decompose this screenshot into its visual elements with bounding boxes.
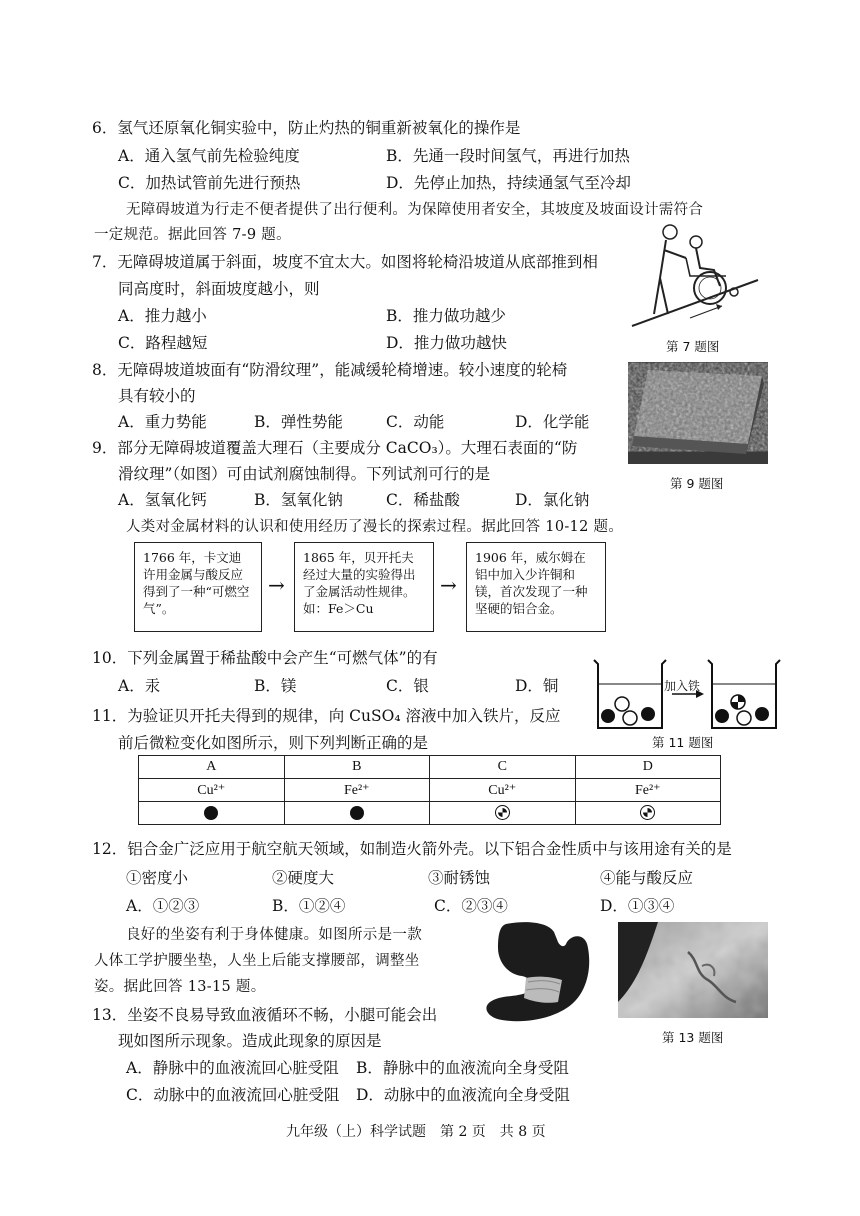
q7-stem-line2: 同高度时，斜面坡度越小，则	[118, 280, 320, 298]
q12-property-2: ②硬度大	[272, 869, 335, 887]
timeline-box-1906: 1906 年，威尔姆在铝中加入少许铜和镁，首次发现了一种坚硬的铝合金。	[466, 542, 606, 632]
table-header-d: D	[575, 756, 721, 779]
q12-property-3: ③耐锈蚀	[428, 869, 491, 887]
intro-13-15-line1: 良好的坐姿有利于身体健康。如图所示是一款	[126, 927, 422, 943]
intro-7-9-line2: 一定规范。据此回答 7-9 题。	[94, 227, 291, 243]
checker-particle-icon	[640, 805, 655, 820]
table-header-a: A	[139, 756, 285, 779]
q12-stem: 12．铝合金广泛应用于航空航天领域，如制造火箭外壳。以下铝合金性质中与该用途有关的是	[92, 840, 732, 858]
q13-option-a: A．静脉中的血液流回心脏受阻	[126, 1059, 339, 1077]
timeline-box-1865: 1865 年，贝开托夫经过大量的实验得出了金属活动性规律。如：Fe＞Cu	[294, 542, 434, 632]
q11-stem-line2: 前后微粒变化如图所示，则下列判断正确的是	[118, 734, 429, 752]
page-footer: 九年级（上）科学试题 第 2 页 共 8 页	[286, 1124, 546, 1140]
q12-option-d: D．①③④	[600, 897, 675, 915]
q12-option-c: C．②③④	[434, 897, 508, 915]
q9-option-c: C．稀盐酸	[386, 491, 460, 509]
q9-stem-line1: 9．部分无障碍坡道覆盖大理石（主要成分 CaCO₃）。大理石表面的“防	[92, 439, 578, 457]
q10-stem: 10．下列金属置于稀盐酸中会产生“可燃气体”的有	[92, 649, 438, 667]
q7-stem-line1: 7．无障碍坡道属于斜面，坡度不宜太大。如图将轮椅沿坡道从底部推到相	[92, 253, 598, 271]
ion-cell-a: Cu²⁺	[139, 779, 285, 802]
table-header-c: C	[430, 756, 576, 779]
q12-option-a: A．①②③	[126, 897, 200, 915]
ion-cell-b: Fe²⁺	[284, 779, 430, 802]
table-row	[139, 802, 721, 825]
q6-option-c: C．加热试管前先进行预热	[118, 174, 301, 192]
q13-option-d: D．动脉中的血液流向全身受阻	[356, 1086, 570, 1104]
table-row	[139, 779, 721, 802]
q9-option-d: D．氯化钠	[515, 491, 590, 509]
q13-option-b: B．静脉中的血液流向全身受阻	[356, 1059, 569, 1077]
q13-stem-line1: 13．坐姿不良易导致血液循环不畅，小腿可能会出	[92, 1006, 438, 1024]
q9-stem-line2: 滑纹理”（如图）可由试剂腐蚀制得。下列试剂可行的是	[118, 465, 491, 483]
q9-option-a: A．氢氧化钙	[118, 491, 207, 509]
q8-option-c: C．动能	[386, 413, 445, 431]
q13-stem-line2: 现如图所示现象。造成此现象的原因是	[118, 1032, 382, 1050]
q10-option-b: B．镁	[254, 677, 297, 695]
timeline-arrow-icon: →	[440, 573, 457, 597]
q7-caption: 第 7 题图	[666, 339, 720, 354]
q7-option-b: B．推力做功越少	[386, 307, 506, 325]
q6-option-b: B．先通一段时间氢气，再进行加热	[386, 147, 630, 165]
q11-options-table	[138, 755, 721, 825]
q11-caption: 第 11 题图	[652, 735, 714, 750]
q12-option-b: B．①②④	[272, 897, 346, 915]
intro-7-9-line1: 无障碍坡道为行走不便者提供了出行便利。为保障使用者安全，其坡度及坡面设计需符合	[126, 202, 704, 218]
q8-stem-line2: 具有较小的	[118, 387, 196, 405]
table-header-b: B	[284, 756, 430, 779]
q7-option-d: D．推力做功越快	[386, 334, 507, 352]
ion-cell-c: Cu²⁺	[430, 779, 576, 802]
q8-option-b: B．弹性势能	[254, 413, 343, 431]
timeline-box-1766: 1766 年，卡文迪许用金属与酸反应得到了一种“可燃空气”。	[134, 542, 262, 632]
marble-texture-figure	[628, 362, 768, 464]
solid-particle-icon	[350, 806, 364, 820]
q6-option-a: A．通入氢气前先检验纯度	[118, 147, 300, 165]
q10-option-d: D．铜	[515, 677, 559, 695]
timeline-arrow-icon: →	[268, 573, 285, 597]
q6-stem: 6．氢气还原氧化铜实验中，防止灼热的铜重新被氧化的操作是	[92, 119, 521, 137]
ion-cell-d: Fe²⁺	[575, 779, 721, 802]
q9-option-b: B．氢氧化钠	[254, 491, 343, 509]
table-row	[139, 756, 721, 779]
q9-caption: 第 9 题图	[670, 476, 724, 491]
q11-figure-label: 加入铁	[664, 679, 701, 693]
q7-option-a: A．推力越小	[118, 307, 207, 325]
wheelchair-ramp-figure	[630, 218, 760, 330]
leg-varicose-figure	[618, 922, 768, 1018]
checker-particle-icon	[495, 805, 510, 820]
q11-stem-line1: 11．为验证贝开托夫得到的规律，向 CuSO₄ 溶液中加入铁片，反应	[92, 707, 561, 725]
q12-property-4: ④能与酸反应	[600, 869, 694, 887]
q13-caption: 第 13 题图	[662, 1030, 724, 1045]
intro-13-15-line2: 人体工学护腰坐垫，人坐上后能支撑腰部，调整坐	[94, 953, 420, 969]
q12-property-1: ①密度小	[126, 869, 189, 887]
q8-option-a: A．重力势能	[118, 413, 207, 431]
q8-option-d: D．化学能	[515, 413, 590, 431]
q10-option-c: C．银	[386, 677, 429, 695]
q8-stem-line1: 8．无障碍坡道坡面有“防滑纹理”，能减缓轮椅增速。较小速度的轮椅	[92, 361, 568, 379]
solid-particle-icon	[204, 806, 218, 820]
intro-10-12: 人类对金属材料的认识和使用经历了漫长的探索过程。据此回答 10-12 题。	[126, 519, 624, 535]
lumbar-cushion-figure	[476, 918, 606, 1030]
q10-option-a: A．汞	[118, 677, 161, 695]
q13-option-c: C．动脉中的血液流回心脏受阻	[126, 1086, 340, 1104]
q6-option-d: D．先停止加热，持续通氢气至冷却	[386, 174, 631, 192]
q7-option-c: C．路程越短	[118, 334, 208, 352]
intro-13-15-line3: 姿。据此回答 13-15 题。	[94, 979, 266, 995]
